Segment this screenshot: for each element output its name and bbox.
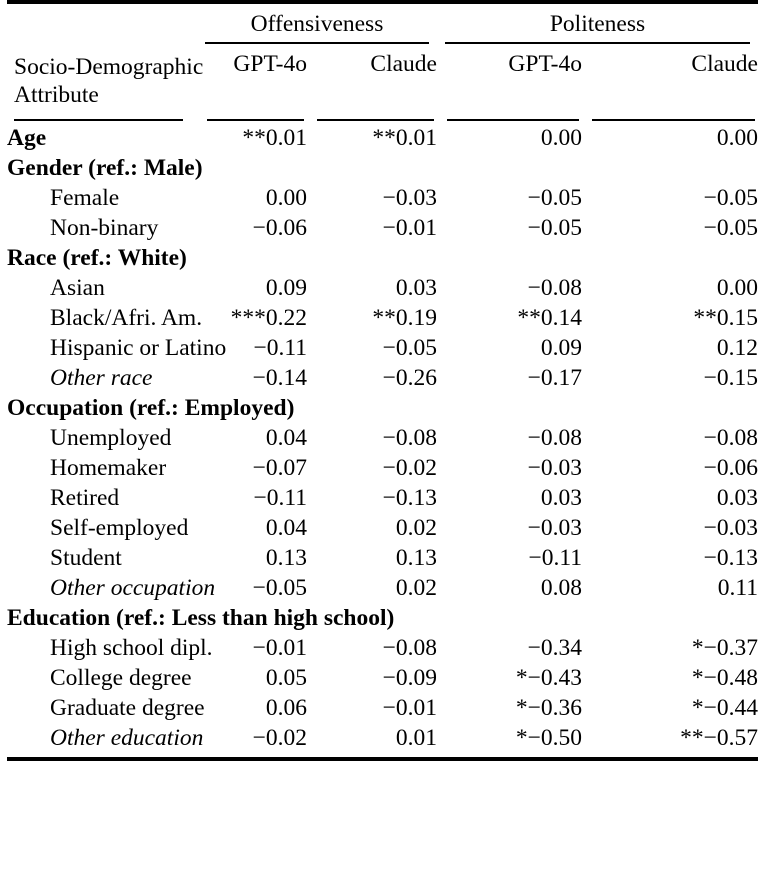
row-label: Education (ref.: Less than high school): [7, 604, 395, 631]
group-header-offensiveness: Offensiveness: [250, 11, 384, 37]
row-value-col-3: −0.17: [527, 364, 582, 391]
row-value-col-4: *−0.48: [691, 664, 758, 691]
row-value-col-2: 0.02: [395, 514, 437, 541]
row-value-col-3: [437, 397, 582, 427]
table-row: [7, 487, 758, 517]
group-rule-offensiveness: [197, 39, 437, 46]
row-value-col-2: −0.01: [382, 694, 437, 721]
row-value-col-1: −0.11: [253, 484, 307, 511]
attribute-column-header: [7, 46, 204, 110]
group-header-spacer: [7, 4, 197, 39]
row-label: High school dipl.: [50, 634, 213, 661]
row-value-col-1: 0.09: [265, 274, 307, 301]
row-label: Student: [50, 544, 122, 571]
column-header-rule-row: [7, 110, 758, 124]
table-row: [7, 307, 758, 337]
row-value-col-1: −0.07: [252, 454, 307, 481]
row-value-col-3: −0.08: [527, 274, 582, 301]
table-row: [7, 427, 758, 457]
column-header-row: [7, 46, 758, 110]
row-value-col-4: −0.06: [703, 454, 758, 481]
column-header-politeness-claude: Claude: [691, 50, 758, 77]
row-value-col-4: *−0.44: [691, 694, 758, 721]
row-label: Other occupation: [50, 574, 216, 601]
row-value-col-4: [582, 607, 758, 637]
row-value-col-4: −0.08: [703, 424, 758, 451]
header-rule-col-3: [437, 110, 582, 124]
row-value-col-2: [307, 157, 437, 187]
row-value-col-1: [197, 247, 307, 277]
row-value-col-4: 0.00: [716, 274, 758, 301]
row-value-col-3: −0.05: [527, 214, 582, 241]
row-value-col-1: 0.04: [265, 514, 307, 541]
table-row: [7, 397, 758, 427]
row-value-col-1: −0.14: [252, 364, 307, 391]
table-row: [7, 217, 758, 247]
row-value-col-3: −0.08: [527, 424, 582, 451]
table-row: [7, 187, 758, 217]
row-value-col-1: **0.01: [242, 124, 307, 151]
row-value-col-4: 0.12: [716, 334, 758, 361]
row-label: Occupation (ref.: Employed): [7, 394, 295, 421]
table-row: [7, 157, 758, 187]
group-rule-politeness: [437, 39, 758, 46]
group-header-politeness: Politeness: [549, 11, 646, 37]
row-value-col-1: ***0.22: [230, 304, 307, 331]
row-value-col-2: [307, 247, 437, 277]
row-value-col-4: *−0.37: [691, 634, 758, 661]
row-value-col-1: −0.01: [252, 634, 307, 661]
row-value-col-4: −0.05: [703, 184, 758, 211]
row-value-col-2: −0.08: [382, 634, 437, 661]
row-value-col-1: −0.11: [253, 334, 307, 361]
column-header-offensiveness-gpt4o: GPT-4o: [233, 50, 307, 77]
row-label: Homemaker: [50, 454, 167, 481]
table-row: [7, 367, 758, 397]
row-value-col-3: −0.03: [527, 454, 582, 481]
row-value-col-3: 0.08: [540, 574, 582, 601]
row-value-col-4: [582, 157, 758, 187]
table-row: [7, 247, 758, 277]
table-row: [7, 667, 758, 697]
regression-table: [7, 0, 758, 761]
row-label: Graduate degree: [50, 694, 205, 721]
row-value-col-4: 0.03: [716, 484, 758, 511]
row-label: Race (ref.: White): [7, 244, 187, 271]
row-value-col-4: −0.05: [703, 214, 758, 241]
row-value-col-4: [582, 247, 758, 277]
row-label: Non-binary: [50, 214, 159, 241]
row-value-col-3: *−0.36: [515, 694, 582, 721]
row-value-col-1: 0.13: [265, 544, 307, 571]
row-label: Hispanic or Latino: [50, 334, 227, 361]
table-row: [7, 457, 758, 487]
attribute-header-line-2: Attribute: [14, 82, 99, 109]
row-label: College degree: [50, 664, 192, 691]
row-value-col-3: −0.03: [527, 514, 582, 541]
row-value-col-3: −0.34: [527, 634, 582, 661]
row-value-col-2: **0.19: [372, 304, 437, 331]
header-rule-attribute: [7, 110, 197, 124]
table-body: [7, 124, 758, 759]
table-row: [7, 124, 758, 157]
row-label: Other race: [50, 364, 153, 391]
table-row: [7, 607, 758, 637]
row-value-col-1: −0.02: [252, 724, 307, 751]
column-header-offensiveness-claude: Claude: [370, 50, 437, 77]
row-value-col-2: −0.26: [382, 364, 437, 391]
row-label: Asian: [50, 274, 105, 301]
row-value-col-1: [197, 157, 307, 187]
row-label: Age: [7, 124, 47, 151]
row-value-col-2: 0.02: [395, 574, 437, 601]
table-row: [7, 697, 758, 727]
row-value-col-2: −0.09: [382, 664, 437, 691]
header-rule-col-2: [307, 110, 437, 124]
row-value-col-3: 0.00: [540, 124, 582, 151]
row-value-col-3: 0.03: [540, 484, 582, 511]
row-value-col-3: *−0.50: [515, 724, 582, 751]
row-label: Other education: [50, 724, 204, 751]
row-value-col-2: 0.01: [395, 724, 437, 751]
row-label: Retired: [50, 484, 120, 511]
attribute-header-line-1: Socio-Demographic: [14, 53, 204, 80]
row-value-col-4: −0.15: [703, 364, 758, 391]
row-label: Black/Afri. Am.: [50, 304, 203, 331]
row-value-col-3: −0.05: [527, 184, 582, 211]
row-value-col-2: −0.13: [382, 484, 437, 511]
row-value-col-3: [437, 247, 582, 277]
table-row: [7, 277, 758, 307]
row-value-col-4: −0.03: [703, 514, 758, 541]
row-label: Female: [50, 184, 120, 211]
table-row: [7, 547, 758, 577]
table-row: [7, 577, 758, 607]
row-value-col-4: **−0.57: [680, 724, 758, 751]
row-value-col-2: 0.03: [395, 274, 437, 301]
table-bottom-rule: [7, 759, 758, 761]
row-value-col-2: [307, 397, 437, 427]
row-label: Unemployed: [50, 424, 172, 451]
table-footer: [7, 759, 758, 761]
row-value-col-1: −0.05: [252, 574, 307, 601]
table-row: [7, 517, 758, 547]
row-value-col-3: −0.11: [528, 544, 582, 571]
row-value-col-4: 0.11: [717, 574, 758, 601]
column-header-politeness-gpt4o: GPT-4o: [508, 50, 582, 77]
row-value-col-1: 0.04: [265, 424, 307, 451]
row-value-col-2: **0.01: [372, 124, 437, 151]
table-row: [7, 727, 758, 759]
row-value-col-1: 0.06: [265, 694, 307, 721]
row-value-col-3: [437, 157, 582, 187]
row-value-col-4: **0.15: [693, 304, 758, 331]
group-rule-row: [7, 39, 758, 46]
row-value-col-2: −0.05: [382, 334, 437, 361]
row-value-col-2: −0.03: [382, 184, 437, 211]
row-value-col-2: −0.08: [382, 424, 437, 451]
table-row: [7, 637, 758, 667]
row-value-col-4: [582, 397, 758, 427]
row-value-col-3: **0.14: [517, 304, 582, 331]
row-value-col-3: 0.09: [540, 334, 582, 361]
table-row: [7, 337, 758, 367]
row-value-col-1: −0.06: [252, 214, 307, 241]
row-value-col-1: 0.05: [265, 664, 307, 691]
row-value-col-3: [437, 607, 582, 637]
header-rule-col-1: [197, 110, 307, 124]
row-value-col-4: 0.00: [716, 124, 758, 151]
row-label: Self-employed: [50, 514, 189, 541]
group-rule-spacer: [7, 39, 197, 46]
row-value-col-2: 0.13: [395, 544, 437, 571]
row-value-col-3: *−0.43: [515, 664, 582, 691]
row-label: Gender (ref.: Male): [7, 154, 203, 181]
row-value-col-4: −0.13: [703, 544, 758, 571]
row-value-col-2: −0.02: [382, 454, 437, 481]
header-rule-col-4: [582, 110, 758, 124]
table-header: [7, 2, 758, 124]
group-header-row: [7, 4, 758, 39]
row-value-col-2: −0.01: [382, 214, 437, 241]
row-value-col-1: 0.00: [265, 184, 307, 211]
